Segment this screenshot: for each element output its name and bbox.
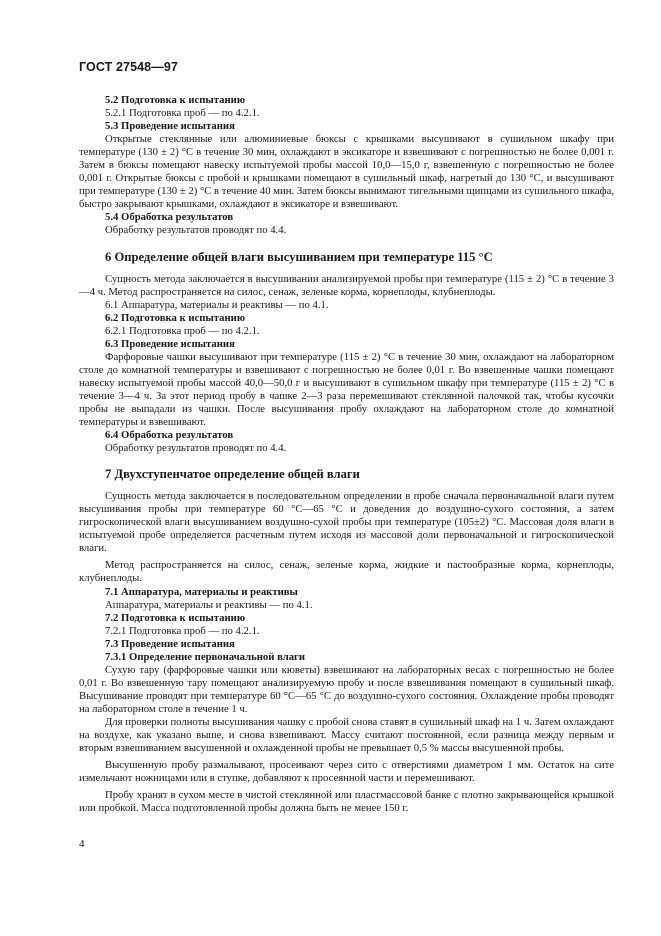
body-paragraph: Обработку результатов проводят по 4.4. <box>105 442 287 455</box>
section-spacer <box>79 265 614 273</box>
subsection-heading: 5.3 Проведение испытания <box>105 120 235 133</box>
subsection-heading: 7.2 Подготовка к испытанию <box>105 611 245 624</box>
subsection-heading: 6.3 Проведение испытания <box>105 337 235 350</box>
section-heading: 7 Двухступенчатое определение общей влаги <box>105 467 360 482</box>
subsection-heading: 5.2 Подготовка к испытанию <box>105 94 245 106</box>
subsection-heading: 6.2 Подготовка к испытанию <box>105 311 245 324</box>
body-paragraph: 7.2.1 Подготовка проб — по 4.2.1. <box>105 624 260 637</box>
body-paragraph: Высушенную пробу размалывают, просеивают через сито с отверстиями диаметром 1 мм. Остаток на сите измельчают ножницами или в ступке, добавляют к просеянной части и перемешивают. <box>79 759 614 785</box>
document-body <box>79 94 614 815</box>
body-paragraph: Сущность метода заключается в последовательном определении в пробе сначала первоначальной влаги путем высушивания пробы при температуре 60 °С—65 °С и доведения до воздушно-сухого состояния, а затем гигроскопической влаги высушиванием воздушно-сухой пробы при температуре (105±2) °С. Массовая доля влаги в испытуемой пробе определяется расчетным путем исходя из массовой доли первоначальной и гигроскопической влаги. <box>79 490 614 555</box>
body-paragraph: Открытые стеклянные или алюминиевые бюксы с крышками высушивают в сушильном шкафу при температуре (130 ± 2) °С в течение 30 мин, охлаждают в эксикаторе и взвешивают с погрешностью не более 0,001 г. Затем в бюксы помещают навеску испытуемой пробы массой 10,0—15,0 г, взвешенную с погрешностью не более 0,001 г. Открытые бюксы с пробой и крышками помещают в сушильный шкаф, нагретый до 130 °С, и высушивают при температуре (130 ± 2) °С в течение 40 мин. Затем бюксы вынимают тигельными щипцами из сушильного шкафа, быстро закрывают крышками, охлаждают в эксикаторе и взвешивают. <box>79 133 614 211</box>
body-paragraph: Пробу хранят в сухом месте в чистой стеклянной или пластмассовой банке с плотно закрывающейся крышкой или пробкой. Масса подготовленной пробы должна быть не менее 150 г. <box>79 789 614 815</box>
subsection-heading: 6.4 Обработка результатов <box>105 429 234 442</box>
body-paragraph: 5.2.1 Подготовка проб — по 4.2.1. <box>105 107 260 120</box>
subsection-heading: 5.4 Обработка результатов <box>105 211 234 224</box>
subsection-heading: 7.3.1 Определение первоначальной влаги <box>105 650 306 663</box>
body-paragraph: Сущность метода заключается в высушивании анализируемой пробы при температуре (115 ± 2) °С в течение 3—4 ч. Метод распространяется на силос, сенаж, зеленые корма, корнеплоды, клубнеплоды. <box>79 272 614 298</box>
body-paragraph: 6.2.1 Подготовка проб — по 4.2.1. <box>105 324 260 337</box>
section-heading: 6 Определение общей влаги высушиванием при температуре 115 °С <box>105 249 493 264</box>
subsection-heading: 7.3 Проведение испытания <box>105 637 235 650</box>
subsection-heading: 7.1 Аппаратура, материалы и реактивы <box>105 585 298 598</box>
body-paragraph: 6.1 Аппаратура, материалы и реактивы — по 4.1. <box>105 298 329 311</box>
body-paragraph: Метод распространяется на силос, сенаж, зеленые корма, жидкие и пастообразные корма, корнеплоды, клубнеплоды. <box>79 559 614 585</box>
body-paragraph: Сухую тару (фарфоровые чашки или кюветы) взвешивают на лабораторных весах с погрешностью не более 0,01 г. Во взвешенную тару помещают анализируемую пробу и после взвешивания помещают в сушильный шкаф. Высушивание проводят при температуре 60 °С—65 °С до воздушно-сухого состояния. Охлаждение пробы проводят на лабораторном столе в течение 1 ч. <box>79 663 614 715</box>
body-paragraph: Фарфоровые чашки высушивают при температуре (115 ± 2) °С в течение 30 мин, охлаждают на лабораторном столе до комнатной температуры и взвешивают с погрешностью не более 0,01 г. Во взвешенные чашки помещают навеску испытуемой пробы массой 40,0—50,0 г и высушивают в сушильном шкафу при температуре (115 ± 2) °С в течение 3—4 ч. За этот период пробу в чашке 2—3 раза перемешивают стеклянной палочкой так, чтобы кусочки пробы не выпадали из чашки. После высушивания пробу охлаждают на лабораторном столе до комнатной температуры и взвешивают. <box>79 350 614 429</box>
section-spacer <box>79 482 614 490</box>
body-paragraph: Аппаратура, материалы и реактивы — по 4.1. <box>105 598 313 611</box>
section-spacer <box>79 455 614 467</box>
document-code-header: ГОСТ 27548—97 <box>79 60 178 74</box>
body-paragraph: Для проверки полноты высушивания чашку с пробой снова ставят в сушильный шкаф на 1 ч. Затем охлаждают на воздухе, как указано выше, и снова взвешивают. Массу считают постоянной, если разница между первым и вторым взвешиванием высушенной и охлажденной пробы не превышает 0,5 % массы высушенной пробы. <box>79 715 614 755</box>
page-number: 4 <box>79 838 85 850</box>
body-paragraph: Обработку результатов проводят по 4.4. <box>105 224 287 237</box>
section-spacer <box>79 238 614 250</box>
